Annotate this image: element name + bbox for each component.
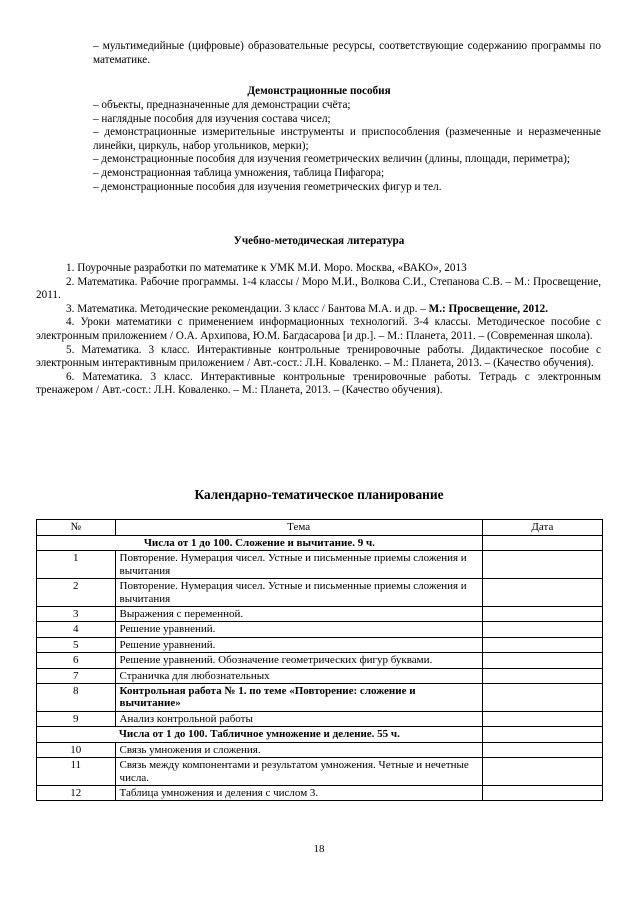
row-topic: Страничка для любознательных (115, 668, 482, 683)
row-topic: Повторение. Нумерация чисел. Устные и письменные приемы сложения и вычитания (115, 551, 482, 579)
row-date (482, 551, 602, 579)
row-number: 12 (37, 785, 116, 800)
section-title: Числа от 1 до 100. Табличное умножение и деление. 55 ч. (37, 727, 483, 742)
literature-item (36, 371, 601, 398)
calendar-title: Календарно-тематическое планирование (194, 487, 444, 502)
header-number: № (37, 520, 116, 536)
literature-item-text: 4. Уроки математики с применением информационных технологий. 3-4 классы. Методическое пособие с электронным приложением / О.А. Архипова, Ю.М. Багдасарова [и др.]. – М.: Планета, 2011. – (Современная школа). (36, 316, 601, 342)
row-number: 6 (37, 653, 116, 668)
table-row (37, 607, 603, 622)
literature-heading: Учебно-методическая литература (233, 235, 405, 247)
section-date-cell (482, 727, 602, 742)
row-date (482, 607, 602, 622)
row-number: 8 (37, 684, 116, 712)
demo-item: – наглядные пособия для изучения состава чисел; (93, 112, 331, 125)
row-date (482, 622, 602, 637)
row-date (482, 668, 602, 683)
row-date (482, 785, 602, 800)
literature-item (36, 276, 601, 303)
row-date (482, 758, 602, 786)
literature-item-text: 1. Поурочные разработки по математике к УМК М.И. Моро. Москва, «ВАКО», 2013 (66, 262, 467, 274)
row-topic: Решение уравнений. (115, 622, 482, 637)
demo-item: – демонстрационные пособия для изучения геометрических величин (длины, площади, периметра); (93, 153, 570, 166)
demo-item: – демонстрационные измерительные инструменты и приспособления (размеченные и неразмеченные линейки, циркуль, набор угольников, мерки); (93, 126, 601, 152)
table-row (37, 785, 603, 800)
table-row (37, 622, 603, 637)
table-row (37, 579, 603, 607)
row-date (482, 742, 602, 757)
table-row (37, 742, 603, 757)
demo-item: – демонстрационная таблица умножения, таблица Пифагора; (93, 166, 385, 179)
row-topic: Выражения с переменной. (115, 607, 482, 622)
literature-item-text: 5. Математика. 3 класс. Интерактивные контрольные тренировочные работы. Дидактическое пособие с электронным интерактивным приложением / Авт.-сост.: Л.Н. Коваленко. – М.: Планета, 2013. – (Качество обучения). (36, 343, 601, 370)
row-number: 5 (37, 637, 116, 652)
header-topic: Тема (115, 520, 482, 536)
table-row (37, 637, 603, 652)
demo-item: – объекты, предназначенные для демонстрации счёта; (93, 99, 351, 111)
row-number: 2 (37, 579, 116, 607)
row-date (482, 711, 602, 726)
section-row (37, 536, 603, 551)
demo-item: – демонстрационные пособия для изучения геометрических фигур и тел. (93, 180, 442, 193)
row-topic: Анализ контрольной работы (115, 711, 482, 726)
section-row (37, 727, 603, 742)
row-number: 3 (37, 607, 116, 622)
row-date (482, 684, 602, 712)
table-row (37, 551, 603, 579)
row-date (482, 579, 602, 607)
literature-item-text: 6. Математика. 3 класс. Интерактивные контрольные тренировочные работы. Тетрадь с электронным тренажером / Авт.-сост.: Л.Н. Коваленко. – М.: Планета, 2013. – (Качество обучения). (36, 370, 601, 397)
table-row (37, 758, 603, 786)
table-header-row (37, 520, 603, 536)
row-number: 9 (37, 711, 116, 726)
row-number: 1 (37, 551, 116, 579)
literature-item-text: 2. Математика. Рабочие программы. 1-4 классы / Моро М.И., Волкова С.И., Степанова С.В. – М.: Просвещение, 2011. (36, 275, 601, 302)
row-date (482, 653, 602, 668)
literature-item-text: 3. Математика. Методические рекомендации. 3 класс / Бантова М.А. и др. – (66, 302, 429, 315)
page-number: 18 (313, 843, 325, 855)
row-topic: Контрольная работа № 1. по теме «Повторение: сложение и вычитание» (115, 684, 482, 712)
section-date-cell (482, 536, 602, 551)
row-topic: Связь между компонентами и результатом умножения. Четные и нечетные числа. (115, 758, 482, 786)
table-row (37, 653, 603, 668)
table-row (37, 668, 603, 683)
row-topic: Связь умножения и сложения. (115, 742, 482, 757)
demo-heading: Демонстрационные пособия (247, 85, 391, 97)
row-number: 11 (37, 758, 116, 786)
row-number: 4 (37, 622, 116, 637)
literature-item (36, 262, 601, 276)
row-number: 10 (37, 742, 116, 757)
table-row (37, 711, 603, 726)
row-topic: Решение уравнений. Обозначение геометрических фигур буквами. (115, 653, 482, 668)
row-topic: Решение уравнений. (115, 637, 482, 652)
table-row (37, 684, 603, 712)
row-number: 7 (37, 668, 116, 683)
literature-item (36, 303, 601, 317)
row-date (482, 637, 602, 652)
row-topic: Таблица умножения и деления с числом 3. (115, 785, 482, 800)
demo-list (93, 99, 601, 194)
header-date: Дата (482, 520, 602, 536)
literature-item (36, 344, 601, 371)
intro-line: – мультимедийные (цифровые) образовательные ресурсы, соответствующие содержанию программы по математике. (93, 40, 601, 66)
intro-paragraph (93, 40, 601, 67)
literature-item (36, 316, 601, 343)
literature-list (36, 262, 601, 398)
literature-item-publisher: М.: Просвещение, 2012. (428, 302, 549, 315)
calendar-table (36, 519, 603, 801)
row-topic: Повторение. Нумерация чисел. Устные и письменные приемы сложения и вычитания (115, 579, 482, 607)
section-title: Числа от 1 до 100. Сложение и вычитание. 9 ч. (37, 536, 483, 551)
